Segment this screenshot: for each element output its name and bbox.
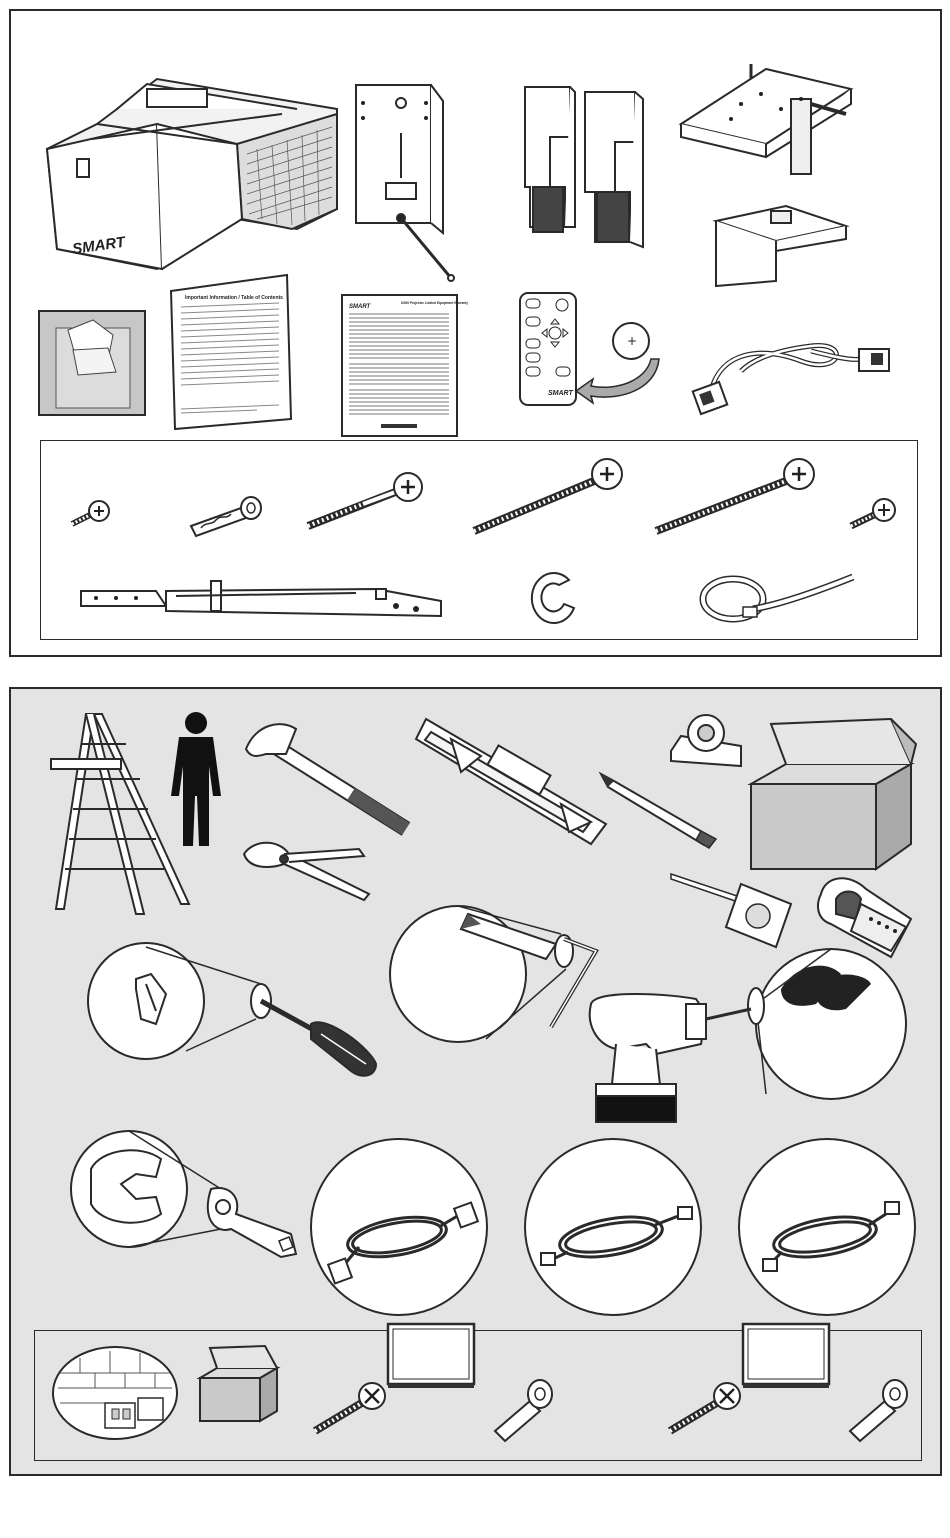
cleaning-cloth-pouch-image bbox=[38, 310, 146, 416]
pliers-image bbox=[239, 834, 374, 904]
remote-logo: SMART bbox=[548, 390, 573, 397]
wall-mounting-materials-box bbox=[34, 1330, 922, 1461]
usb-cable-image bbox=[523, 1137, 703, 1317]
warranty-sheet-title: UX60 Projector Limited Equipment Warranty bbox=[401, 301, 469, 305]
warranty-sheet-image bbox=[341, 294, 469, 437]
projector-unit-image bbox=[37, 69, 347, 279]
small-toolbox-image bbox=[195, 1343, 280, 1423]
network-cable-image bbox=[737, 1137, 917, 1317]
tape-measure-image bbox=[666, 869, 806, 949]
wall-anchor-image bbox=[186, 496, 271, 538]
booklet-title: Important Information / Table of Contents bbox=[185, 295, 283, 301]
coin-battery-image bbox=[571, 311, 661, 406]
phillips-screwdriver-image bbox=[81, 939, 381, 1084]
wall-plate-image bbox=[341, 73, 456, 283]
hammer-image bbox=[241, 714, 416, 839]
long-screw-image bbox=[303, 471, 428, 531]
interactive-whiteboard-image bbox=[385, 1321, 477, 1391]
extra-long-screw-image bbox=[469, 456, 629, 536]
tape-dispenser-image bbox=[666, 711, 746, 771]
drywall-screw-image bbox=[665, 1381, 745, 1436]
kit-contents-panel bbox=[9, 9, 942, 657]
power-cable-image bbox=[691, 331, 901, 416]
small-screw-image bbox=[67, 499, 112, 529]
lower-bracket-image bbox=[706, 191, 856, 291]
required-tools-panel bbox=[9, 687, 942, 1476]
spirit-level-image bbox=[411, 714, 611, 849]
e-clip-image bbox=[529, 568, 579, 624]
wrench-image bbox=[61, 1129, 311, 1259]
hex-key-image bbox=[386, 899, 601, 1059]
wall-anchor-bolt-image bbox=[840, 1376, 915, 1441]
hardware-box bbox=[40, 440, 918, 640]
projector-logo: SMART bbox=[71, 233, 127, 258]
svg-text:+: + bbox=[627, 334, 638, 348]
adjustment-tool-image bbox=[76, 571, 446, 631]
important-information-booklet-image bbox=[167, 271, 295, 431]
second-person-icon bbox=[161, 711, 231, 846]
vga-cable-image bbox=[309, 1137, 489, 1317]
long-wood-screw-image bbox=[651, 456, 821, 536]
cable-tie-image bbox=[693, 569, 858, 627]
remote-control-image bbox=[518, 291, 578, 407]
projector-bracket-image bbox=[671, 59, 861, 181]
power-drill-image bbox=[576, 944, 916, 1134]
warranty-sheet-logo: SMART bbox=[349, 304, 371, 310]
interactive-whiteboard-image bbox=[740, 1321, 832, 1391]
toolbox-image bbox=[746, 714, 921, 874]
side-brackets-image bbox=[515, 77, 660, 255]
wall-anchor-bolt-image bbox=[485, 1376, 560, 1441]
pencil-image bbox=[596, 769, 731, 849]
wall-types-image bbox=[50, 1343, 180, 1443]
small-screw-image bbox=[846, 496, 901, 532]
drywall-screw-image bbox=[310, 1381, 390, 1436]
